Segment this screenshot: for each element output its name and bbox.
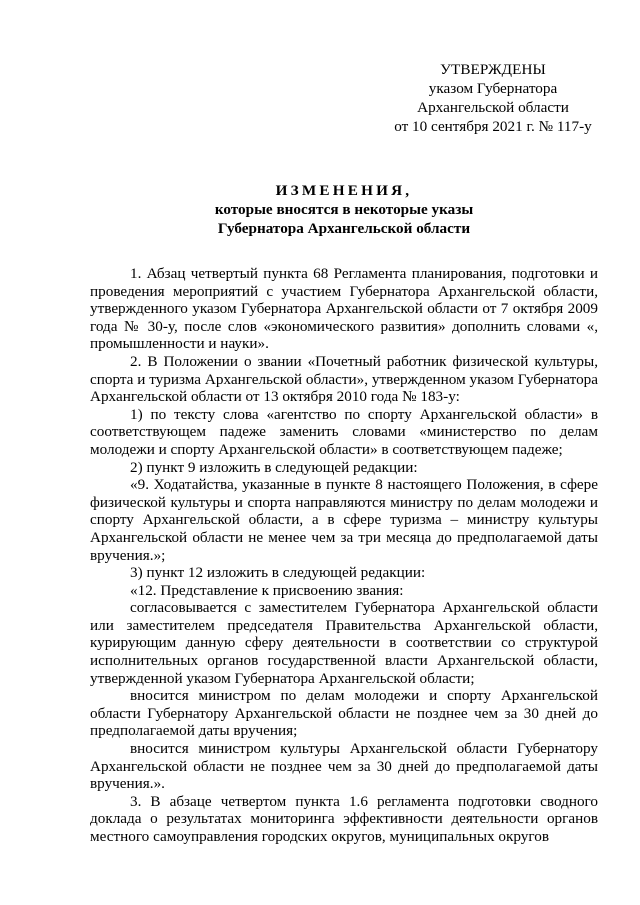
paragraph: «9. Ходатайства, указанные в пункте 8 настоящего Положения, в сфере физической культуры и спорта направляются министру по делам молодежи и спорту Архангельской области, а в сфере туризма – министру культуры Архангельской области не менее чем за три месяца до предполагаемой даты вручения.»;: [90, 476, 598, 564]
paragraph: 3) пункт 12 изложить в следующей редакции:: [130, 564, 426, 582]
paragraph: 2. В Положении о звании «Почетный работник физической культуры, спорта и туризма Архангельской области», утвержденном указом Губернатора Архангельской области от 13 октября 2010 года № 183-у:: [90, 352, 598, 406]
title-heading: ИЗМЕНЕНИЯ,: [275, 182, 413, 199]
paragraph: 1) по тексту слова «агентство по спорту Архангельской области» в соответствующем падеже заменить словами «министерство по делам молодежи и спорту Архангельской области» в соответствующем падеже;: [90, 405, 598, 458]
paragraph: согласовывается с заместителем Губернатора Архангельской области или заместителем председателя Правительства Архангельской области, курирующим данную сферу деятельности в соответствии со структурой исполнительных органов государственной власти Архангельской области, утвержденной указом Губернатора Архангельской области;: [90, 599, 598, 687]
approval-title: УТВЕРЖДЕНЫ: [440, 61, 546, 78]
approval-line-region: Архангельской области: [417, 99, 569, 116]
title-subheading: которые вносятся в некоторые указы: [214, 201, 474, 218]
document-title: [90, 181, 598, 238]
document-body: [90, 265, 598, 846]
title-subheading-2: Губернатора Архангельской области: [217, 220, 471, 237]
paragraph: 2) пункт 9 изложить в следующей редакции:: [130, 458, 418, 476]
paragraph: вносится министром культуры Архангельской области Губернатору Архангельской области не позднее чем за 30 дней до предполагаемой даты вручения.».: [90, 740, 598, 793]
approval-line-decree: указом Губернатора: [428, 80, 558, 97]
approval-line-date: от 10 сентября 2021 г. № 117-у: [394, 118, 592, 135]
paragraph: вносится министром по делам молодежи и спорту Архангельской области Губернатору Архангельской области не позднее чем за 30 дней до предполагаемой даты вручения;: [90, 687, 598, 740]
paragraph: 3. В абзаце четвертом пункта 1.6 регламента подготовки сводного доклада о результатах мониторинга эффективности деятельности органов местного самоуправления городских округов, муниципальных округов: [90, 792, 598, 845]
paragraph: 1. Абзац четвертый пункта 68 Регламента планирования, подготовки и проведения мероприятий с участием Губернатора Архангельской области, утвержденного указом Губернатора Архангельской области от 7 октября 2009 года № 30-у, после слов «экономического развития» дополнить словами «, промышленности и науки».: [90, 265, 598, 353]
paragraph: «12. Представление к присвоению звания:: [130, 581, 404, 599]
approval-stamp: [388, 60, 598, 136]
